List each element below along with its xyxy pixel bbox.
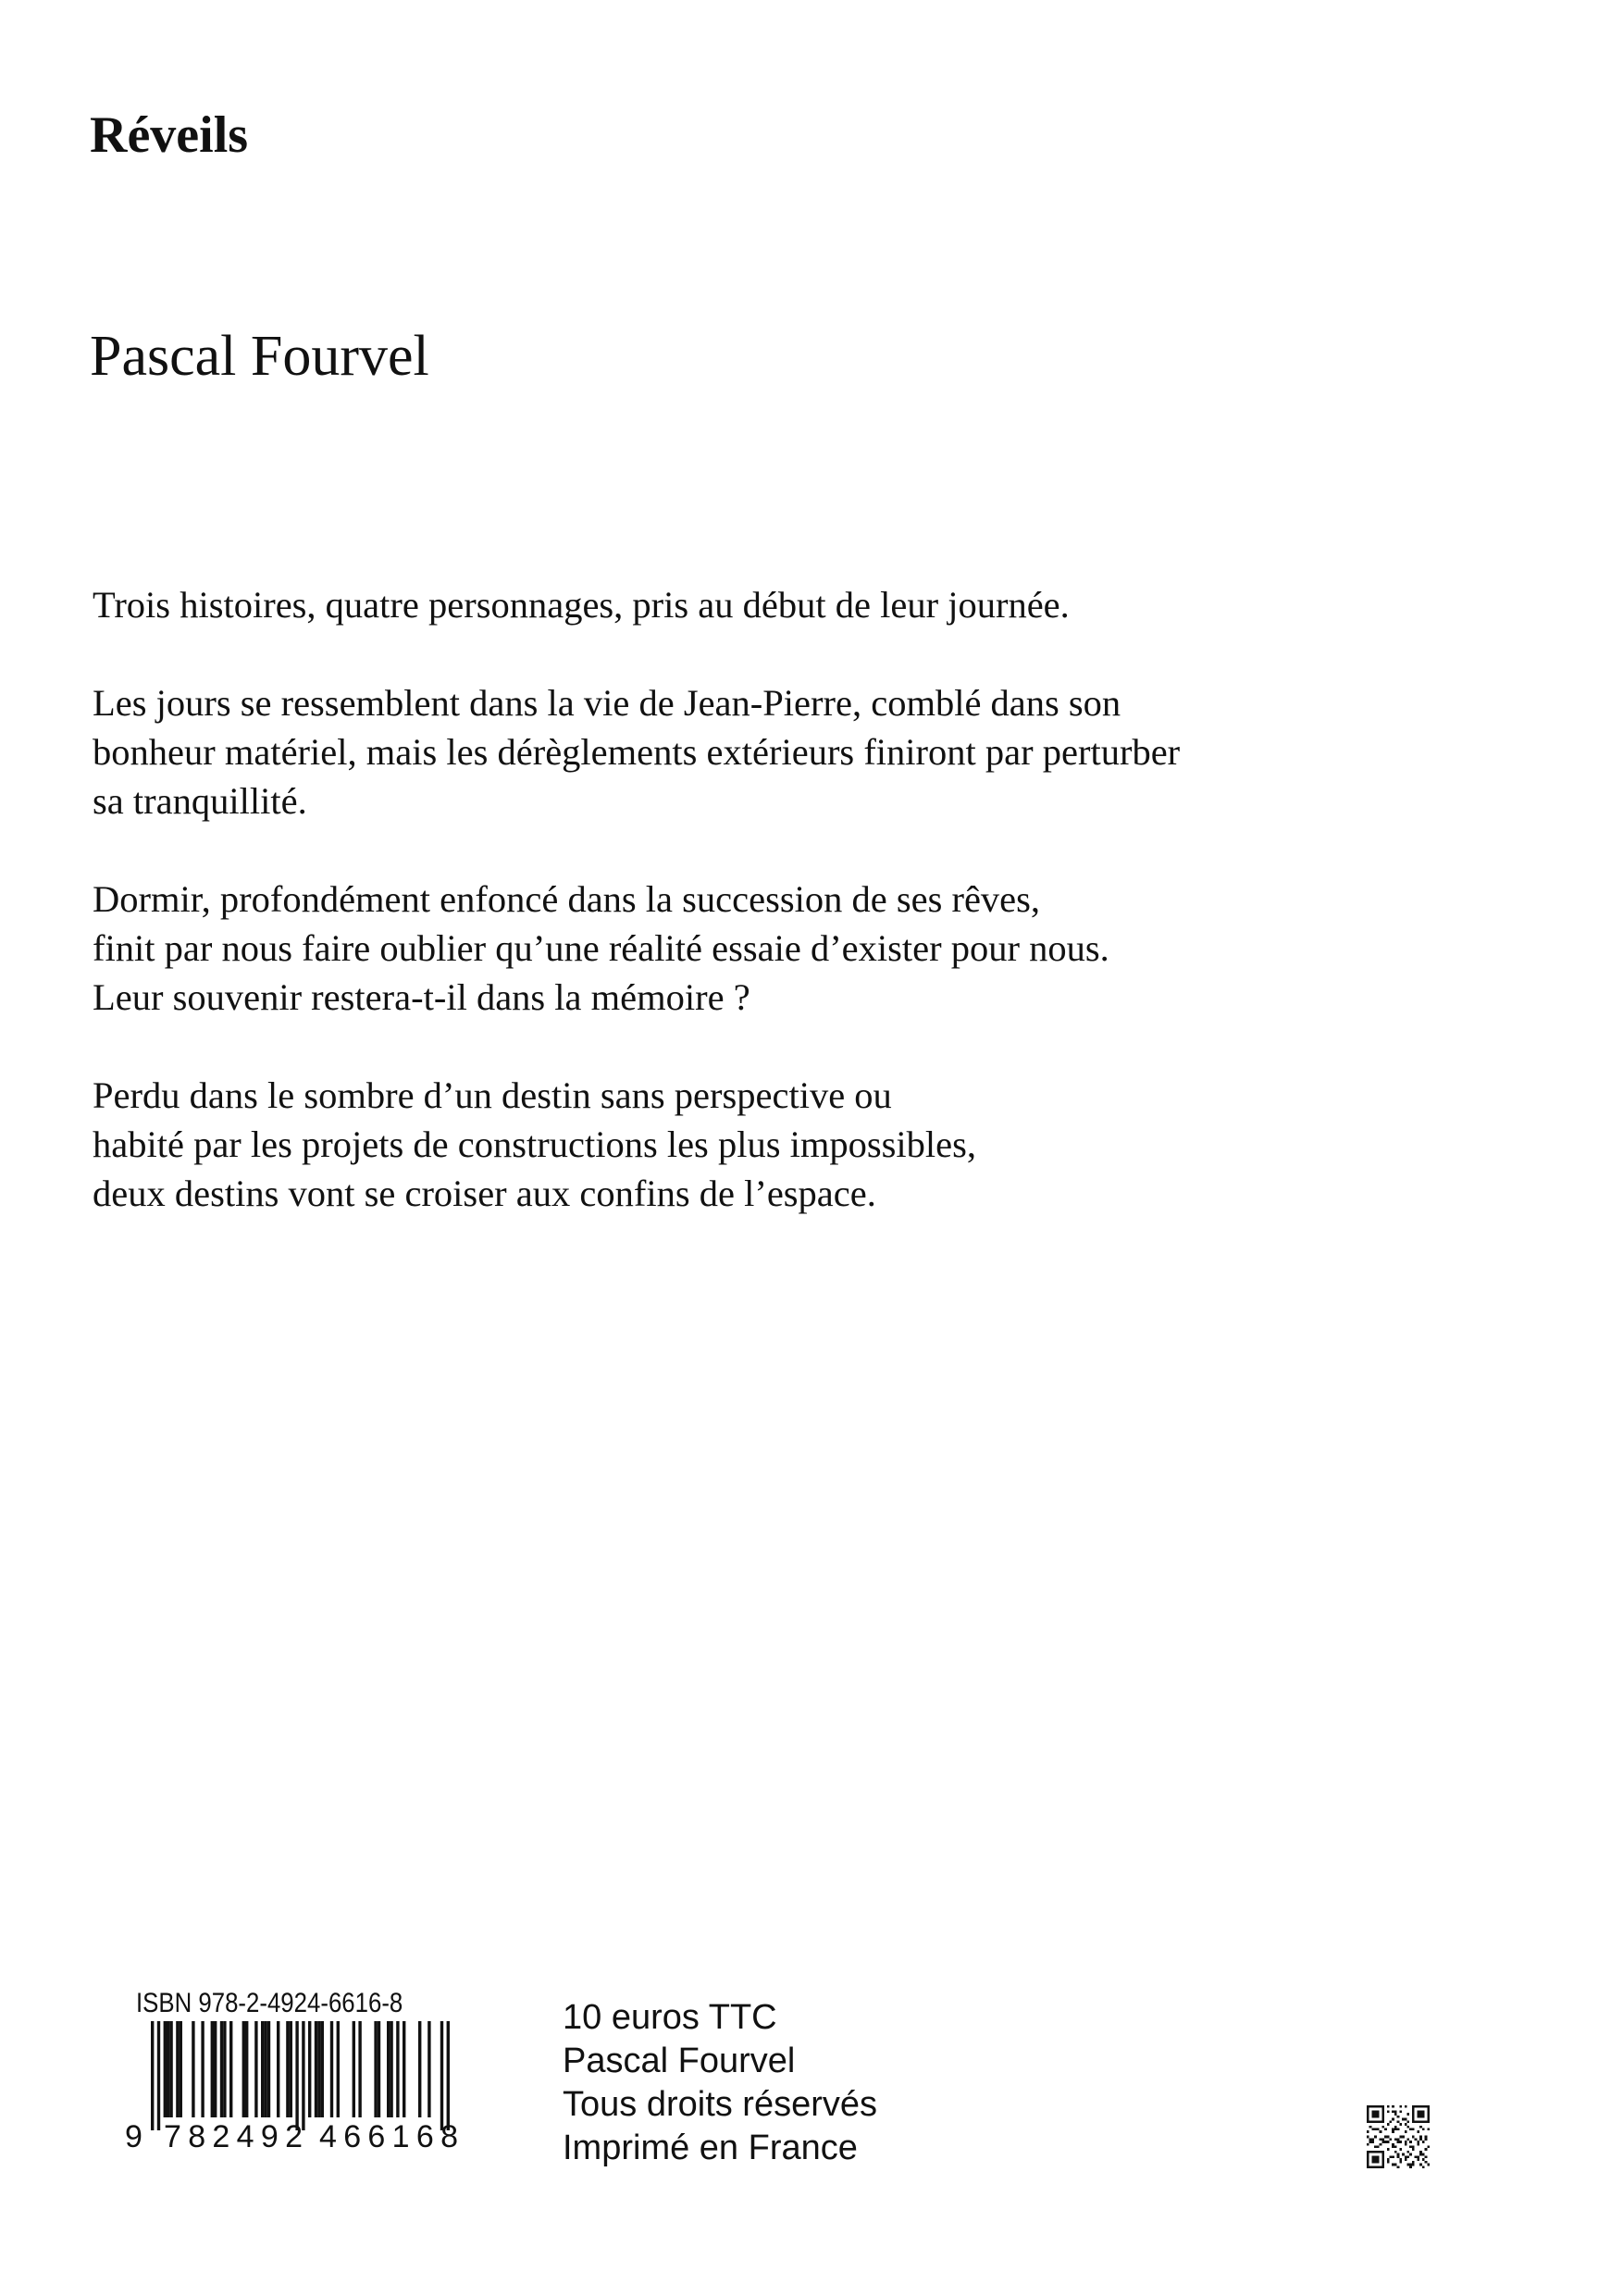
barcode-bar: [308, 2021, 311, 2117]
qr-cell: [1380, 2166, 1382, 2168]
isbn-label: ISBN 978-2-4924-6616-8: [136, 1988, 403, 2018]
qr-cell: [1394, 2146, 1397, 2149]
qr-cell: [1374, 2116, 1377, 2118]
blurb-paragraph: [93, 678, 1481, 825]
qr-cell: [1402, 2153, 1405, 2156]
qr-cell: [1367, 2151, 1369, 2153]
qr-cell: [1369, 2166, 1372, 2168]
qr-cell: [1394, 2113, 1397, 2116]
qr-cell: [1367, 2113, 1369, 2116]
qr-cell: [1374, 2136, 1377, 2139]
qr-cell: [1407, 2155, 1410, 2158]
qr-cell: [1392, 2130, 1394, 2133]
qr-cell: [1399, 2148, 1402, 2151]
qr-cell: [1417, 2155, 1419, 2158]
qr-cell: [1392, 2155, 1394, 2158]
qr-cell: [1407, 2151, 1410, 2153]
qr-cell: [1427, 2128, 1430, 2130]
qr-cell: [1374, 2110, 1377, 2113]
blurb-line: Perdu dans le sombre d’un destin sans perspective ou: [93, 1074, 892, 1116]
qr-cell: [1380, 2143, 1382, 2146]
barcode-bar: [267, 2021, 270, 2117]
qr-cell: [1394, 2164, 1397, 2166]
qr-cell: [1397, 2166, 1400, 2168]
qr-cell: [1377, 2155, 1380, 2158]
qr-cell: [1380, 2105, 1382, 2108]
qr-cell: [1399, 2158, 1402, 2161]
qr-cell: [1427, 2105, 1430, 2108]
qr-cell: [1367, 2136, 1369, 2139]
barcode-bar: [418, 2021, 421, 2117]
qr-cell: [1381, 2164, 1384, 2166]
qr-cell: [1422, 2116, 1425, 2118]
qr-cell: [1387, 2158, 1390, 2161]
qr-cell: [1367, 2158, 1369, 2161]
qr-cell: [1425, 2138, 1428, 2141]
qr-cell: [1381, 2155, 1384, 2158]
qr-cell: [1371, 2110, 1374, 2113]
qr-cell: [1405, 2118, 1407, 2121]
qr-cell: [1405, 2158, 1407, 2161]
qr-cell: [1380, 2120, 1382, 2123]
rights-label: Tous droits réservés: [563, 2085, 878, 2124]
barcode-bar: [396, 2021, 399, 2117]
qr-cell: [1417, 2158, 1419, 2161]
qr-cell: [1381, 2118, 1384, 2121]
barcode-bar: [378, 2021, 380, 2117]
qr-cell: [1387, 2105, 1390, 2108]
blurb-line: sa tranquillité.: [93, 780, 307, 822]
blurb-line: Trois histoires, quatre personnages, pris au début de leur journée.: [93, 584, 1070, 626]
qr-cell: [1374, 2128, 1377, 2130]
barcode-bar: [440, 2021, 443, 2130]
qr-cell: [1369, 2105, 1372, 2108]
blurb-line: deux destins vont se croiser aux confins de l’espace.: [93, 1173, 876, 1214]
barcode-bar: [315, 2021, 317, 2117]
qr-cell: [1412, 2136, 1415, 2139]
qr-cell: [1381, 2141, 1384, 2143]
qr-cell: [1392, 2146, 1394, 2149]
qr-cell: [1427, 2108, 1430, 2111]
qr-cell: [1407, 2164, 1410, 2166]
qr-cell: [1381, 2120, 1384, 2123]
qr-cell: [1369, 2151, 1372, 2153]
qr-cell: [1427, 2116, 1430, 2118]
qr-cell: [1367, 2108, 1369, 2111]
qr-cell: [1371, 2161, 1374, 2164]
qr-cell: [1367, 2116, 1369, 2118]
qr-cell: [1392, 2118, 1394, 2121]
barcode-bar: [353, 2021, 355, 2117]
barcode-bar: [192, 2021, 194, 2117]
qr-cell: [1371, 2141, 1374, 2143]
qr-cell: [1412, 2105, 1415, 2108]
qr-cell: [1381, 2105, 1384, 2108]
qr-cell: [1371, 2105, 1374, 2108]
barcode-bar: [223, 2021, 226, 2117]
qr-cell: [1381, 2113, 1384, 2116]
barcode-bar: [302, 2021, 304, 2130]
qr-cell: [1409, 2146, 1412, 2149]
qr-cell: [1407, 2120, 1410, 2123]
blurb-line: Leur souvenir restera-t-il dans la mémoire ?: [93, 976, 750, 1018]
qr-cell: [1422, 2153, 1425, 2156]
qr-cell: [1412, 2146, 1415, 2149]
qr-cell: [1412, 2113, 1415, 2116]
qr-cell: [1412, 2161, 1415, 2164]
blurb-line: habité par les projets de constructions les plus impossibles,: [93, 1123, 976, 1165]
barcode-icon: [123, 2021, 493, 2151]
barcode-bar: [387, 2021, 390, 2117]
qr-cell: [1394, 2126, 1397, 2128]
qr-cell: [1419, 2138, 1422, 2141]
qr-cell: [1377, 2166, 1380, 2168]
qr-cell: [1392, 2143, 1394, 2146]
qr-cell: [1412, 2128, 1415, 2130]
barcode-bar: [169, 2021, 172, 2117]
qr-cell: [1389, 2155, 1392, 2158]
qr-cell: [1427, 2118, 1430, 2121]
qr-cell: [1422, 2120, 1425, 2123]
qr-cell: [1381, 2110, 1384, 2113]
barcode-right-digits: 466168: [319, 2119, 458, 2151]
barcode-bar: [321, 2021, 324, 2117]
qr-cell: [1405, 2130, 1407, 2133]
barcode-bar: [295, 2021, 298, 2130]
qr-cell: [1412, 2118, 1415, 2121]
qr-cell: [1425, 2148, 1428, 2151]
qr-cell: [1380, 2130, 1382, 2133]
qr-cell: [1425, 2161, 1428, 2164]
book-author: Pascal Fourvel: [90, 325, 429, 388]
qr-cell: [1381, 2138, 1384, 2141]
qr-cell: [1419, 2136, 1422, 2139]
qr-cell: [1371, 2155, 1374, 2158]
qr-cell: [1377, 2120, 1380, 2123]
qr-cell: [1405, 2105, 1407, 2108]
barcode-bar: [277, 2021, 279, 2117]
barcode-bar: [317, 2021, 320, 2117]
qr-cell: [1425, 2155, 1428, 2158]
barcode-bar: [358, 2021, 361, 2117]
qr-cell: [1381, 2116, 1384, 2118]
qr-cell: [1399, 2105, 1402, 2108]
qr-cell: [1367, 2166, 1369, 2168]
qr-cell: [1427, 2120, 1430, 2123]
qr-cell: [1399, 2123, 1402, 2126]
qr-cell: [1387, 2141, 1390, 2143]
qr-cell: [1374, 2120, 1377, 2123]
qr-cell: [1381, 2166, 1384, 2168]
qr-cell: [1417, 2113, 1419, 2116]
qr-cell: [1402, 2136, 1405, 2139]
qr-cell: [1394, 2128, 1397, 2130]
qr-cell: [1374, 2146, 1377, 2149]
qr-cell: [1377, 2151, 1380, 2153]
qr-cell: [1425, 2105, 1428, 2108]
qr-cell: [1422, 2166, 1425, 2168]
back-cover-blurb: [93, 580, 1481, 1267]
qr-cell: [1392, 2105, 1394, 2108]
price-label: 10 euros TTC: [563, 1998, 777, 2037]
barcode-bar: [176, 2021, 179, 2117]
qr-cell: [1381, 2151, 1384, 2153]
qr-cell: [1412, 2108, 1415, 2111]
qr-cell: [1419, 2110, 1422, 2113]
qr-cell: [1371, 2120, 1374, 2123]
qr-cell: [1374, 2158, 1377, 2161]
barcode-bar: [330, 2021, 333, 2117]
qr-cell: [1409, 2153, 1412, 2156]
qr-cell: [1369, 2141, 1372, 2143]
qr-cell: [1407, 2126, 1410, 2128]
qr-cell: [1417, 2130, 1419, 2133]
qr-cell: [1415, 2105, 1418, 2108]
qr-cell: [1384, 2128, 1387, 2130]
qr-cell: [1419, 2126, 1422, 2128]
qr-cell: [1402, 2118, 1405, 2121]
qr-cell: [1397, 2116, 1400, 2118]
qr-cell: [1387, 2123, 1390, 2126]
qr-cell: [1422, 2113, 1425, 2116]
qr-cell: [1384, 2136, 1387, 2139]
qr-cell: [1367, 2105, 1369, 2108]
qr-cell: [1392, 2110, 1394, 2113]
qr-cell: [1367, 2110, 1369, 2113]
qr-cell: [1399, 2136, 1402, 2139]
qr-cell: [1394, 2138, 1397, 2141]
qr-cell: [1369, 2120, 1372, 2123]
qr-cell: [1397, 2128, 1400, 2130]
qr-cell: [1387, 2161, 1390, 2164]
qr-cell: [1409, 2141, 1412, 2143]
qr-cell: [1384, 2141, 1387, 2143]
barcode-bar: [220, 2021, 223, 2117]
qr-cell: [1377, 2110, 1380, 2113]
barcode-bar: [427, 2021, 430, 2117]
barcode-bar: [290, 2021, 292, 2117]
qr-cell: [1422, 2105, 1425, 2108]
qr-cell: [1387, 2136, 1390, 2139]
qr-cell: [1389, 2138, 1392, 2141]
qr-cell: [1417, 2110, 1419, 2113]
qr-cell: [1425, 2136, 1428, 2139]
qr-cell: [1377, 2105, 1380, 2108]
barcode-bar: [180, 2021, 182, 2117]
barcode-bar: [242, 2021, 245, 2117]
barcode-bar: [201, 2021, 204, 2117]
qr-cell: [1392, 2164, 1394, 2166]
barcode-bar: [167, 2021, 169, 2117]
qr-cell: [1374, 2105, 1377, 2108]
blurb-paragraph: [93, 580, 1481, 629]
qr-cell: [1394, 2151, 1397, 2153]
qr-cell: [1371, 2138, 1374, 2141]
qr-cell: [1367, 2143, 1369, 2146]
blurb-line: Les jours se ressemblent dans la vie de Jean-Pierre, comblé dans son: [93, 682, 1121, 724]
qr-cell: [1407, 2138, 1410, 2141]
qr-cell: [1412, 2148, 1415, 2151]
qr-cell: [1419, 2113, 1422, 2116]
qr-cell: [1377, 2158, 1380, 2161]
barcode-bar: [374, 2021, 377, 2117]
qr-cell: [1371, 2116, 1374, 2118]
qr-cell: [1367, 2153, 1369, 2156]
qr-cell: [1412, 2164, 1415, 2166]
qr-cell: [1415, 2138, 1418, 2141]
qr-cell: [1374, 2155, 1377, 2158]
qr-cell: [1399, 2161, 1402, 2164]
qr-cell: [1374, 2166, 1377, 2168]
qr-cell: [1427, 2110, 1430, 2113]
blurb-paragraph: [93, 875, 1481, 1022]
qr-cell: [1381, 2126, 1384, 2128]
qr-cell: [1371, 2113, 1374, 2116]
qr-cell: [1419, 2120, 1422, 2123]
qr-cell: [1371, 2128, 1374, 2130]
qr-cell: [1371, 2158, 1374, 2161]
barcode-first-digit: 9: [125, 2119, 142, 2151]
qr-cell: [1374, 2161, 1377, 2164]
qr-cell: [1419, 2164, 1422, 2166]
qr-cell: [1371, 2166, 1374, 2168]
isbn-barcode: [123, 1990, 493, 2149]
barcode-bar: [157, 2021, 160, 2130]
qr-cell: [1367, 2161, 1369, 2164]
barcode-bar: [390, 2021, 392, 2117]
qr-cell: [1389, 2120, 1392, 2123]
qr-cell: [1417, 2143, 1419, 2146]
qr-cell: [1397, 2141, 1400, 2143]
qr-cell: [1422, 2128, 1425, 2130]
qr-cell: [1419, 2153, 1422, 2156]
barcode-left-digits: 782492: [164, 2119, 303, 2151]
qr-cell: [1371, 2151, 1374, 2153]
qr-cell: [1405, 2143, 1407, 2146]
barcode-bar: [447, 2021, 450, 2130]
barcode-bar: [286, 2021, 289, 2117]
qr-cell: [1422, 2141, 1425, 2143]
qr-cell: [1427, 2113, 1430, 2116]
qr-cell: [1374, 2113, 1377, 2116]
qr-cell: [1369, 2126, 1372, 2128]
barcode-bar: [229, 2021, 232, 2117]
qr-cell: [1380, 2138, 1382, 2141]
qr-cell: [1381, 2158, 1384, 2161]
barcode-bar: [254, 2021, 257, 2117]
qr-cell: [1397, 2120, 1400, 2123]
qr-cell: [1419, 2116, 1422, 2118]
publisher-label: Pascal Fourvel: [563, 2042, 796, 2080]
qr-cell: [1367, 2118, 1369, 2121]
qr-cell: [1387, 2148, 1390, 2151]
qr-cell: [1405, 2141, 1407, 2143]
qr-cell: [1399, 2141, 1402, 2143]
qr-code-icon: [1367, 2105, 1430, 2168]
qr-cell: [1409, 2164, 1412, 2166]
qr-cell: [1422, 2158, 1425, 2161]
qr-cell: [1412, 2116, 1415, 2118]
book-title: Réveils: [90, 106, 249, 164]
qr-cell: [1407, 2113, 1410, 2116]
qr-cell: [1422, 2110, 1425, 2113]
barcode-bar: [337, 2021, 340, 2117]
qr-cell: [1367, 2130, 1369, 2133]
qr-cell: [1380, 2151, 1382, 2153]
qr-cell: [1412, 2110, 1415, 2113]
qr-cell: [1392, 2128, 1394, 2130]
barcode-bar: [403, 2021, 405, 2117]
qr-cell: [1427, 2164, 1430, 2166]
qr-cell: [1397, 2138, 1400, 2141]
blurb-line: finit par nous faire oublier qu’une réalité essaie d’exister pour nous.: [93, 927, 1109, 969]
qr-cell: [1381, 2108, 1384, 2111]
qr-cell: [1417, 2116, 1419, 2118]
qr-cell: [1417, 2141, 1419, 2143]
qr-cell: [1367, 2164, 1369, 2166]
qr-cell: [1419, 2105, 1422, 2108]
qr-cell: [1405, 2123, 1407, 2126]
qr-cell: [1381, 2161, 1384, 2164]
qr-cell: [1409, 2128, 1412, 2130]
qr-cell: [1419, 2151, 1422, 2153]
printed-label: Imprimé en France: [563, 2128, 858, 2167]
barcode-bar: [214, 2021, 217, 2117]
blurb-paragraph: [93, 1071, 1481, 1218]
qr-cell: [1397, 2153, 1400, 2156]
qr-cell: [1369, 2138, 1372, 2141]
qr-cell: [1374, 2151, 1377, 2153]
qr-cell: [1377, 2161, 1380, 2164]
qr-cell: [1394, 2110, 1397, 2113]
qr-cell: [1415, 2155, 1418, 2158]
qr-cell: [1417, 2105, 1419, 2108]
barcode-bar: [211, 2021, 214, 2117]
qr-cell: [1387, 2110, 1390, 2113]
barcode-bar: [261, 2021, 264, 2117]
qr-cell: [1377, 2146, 1380, 2149]
qr-cell: [1405, 2155, 1407, 2158]
barcode-bar: [264, 2021, 266, 2117]
barcode-bar: [164, 2021, 167, 2117]
qr-cell: [1381, 2153, 1384, 2156]
barcode-bar: [245, 2021, 248, 2117]
blurb-line: bonheur matériel, mais les dérèglements extérieurs finiront par perturber: [93, 731, 1181, 773]
qr-cell: [1409, 2166, 1412, 2168]
qr-cell: [1412, 2120, 1415, 2123]
qr-cell: [1367, 2155, 1369, 2158]
qr-cell: [1377, 2113, 1380, 2116]
qr-cell: [1425, 2120, 1428, 2123]
qr-cell: [1377, 2128, 1380, 2130]
qr-cell: [1427, 2146, 1430, 2149]
qr-cell: [1417, 2120, 1419, 2123]
qr-cell: [1377, 2116, 1380, 2118]
qr-cell: [1415, 2120, 1418, 2123]
publication-info: [563, 1996, 877, 2170]
qr-cell: [1399, 2110, 1402, 2113]
blurb-line: Dormir, profondément enfoncé dans la succession de ses rêves,: [93, 878, 1041, 920]
qr-cell: [1397, 2155, 1400, 2158]
qr-cell: [1367, 2120, 1369, 2123]
barcode-bar: [151, 2021, 154, 2130]
